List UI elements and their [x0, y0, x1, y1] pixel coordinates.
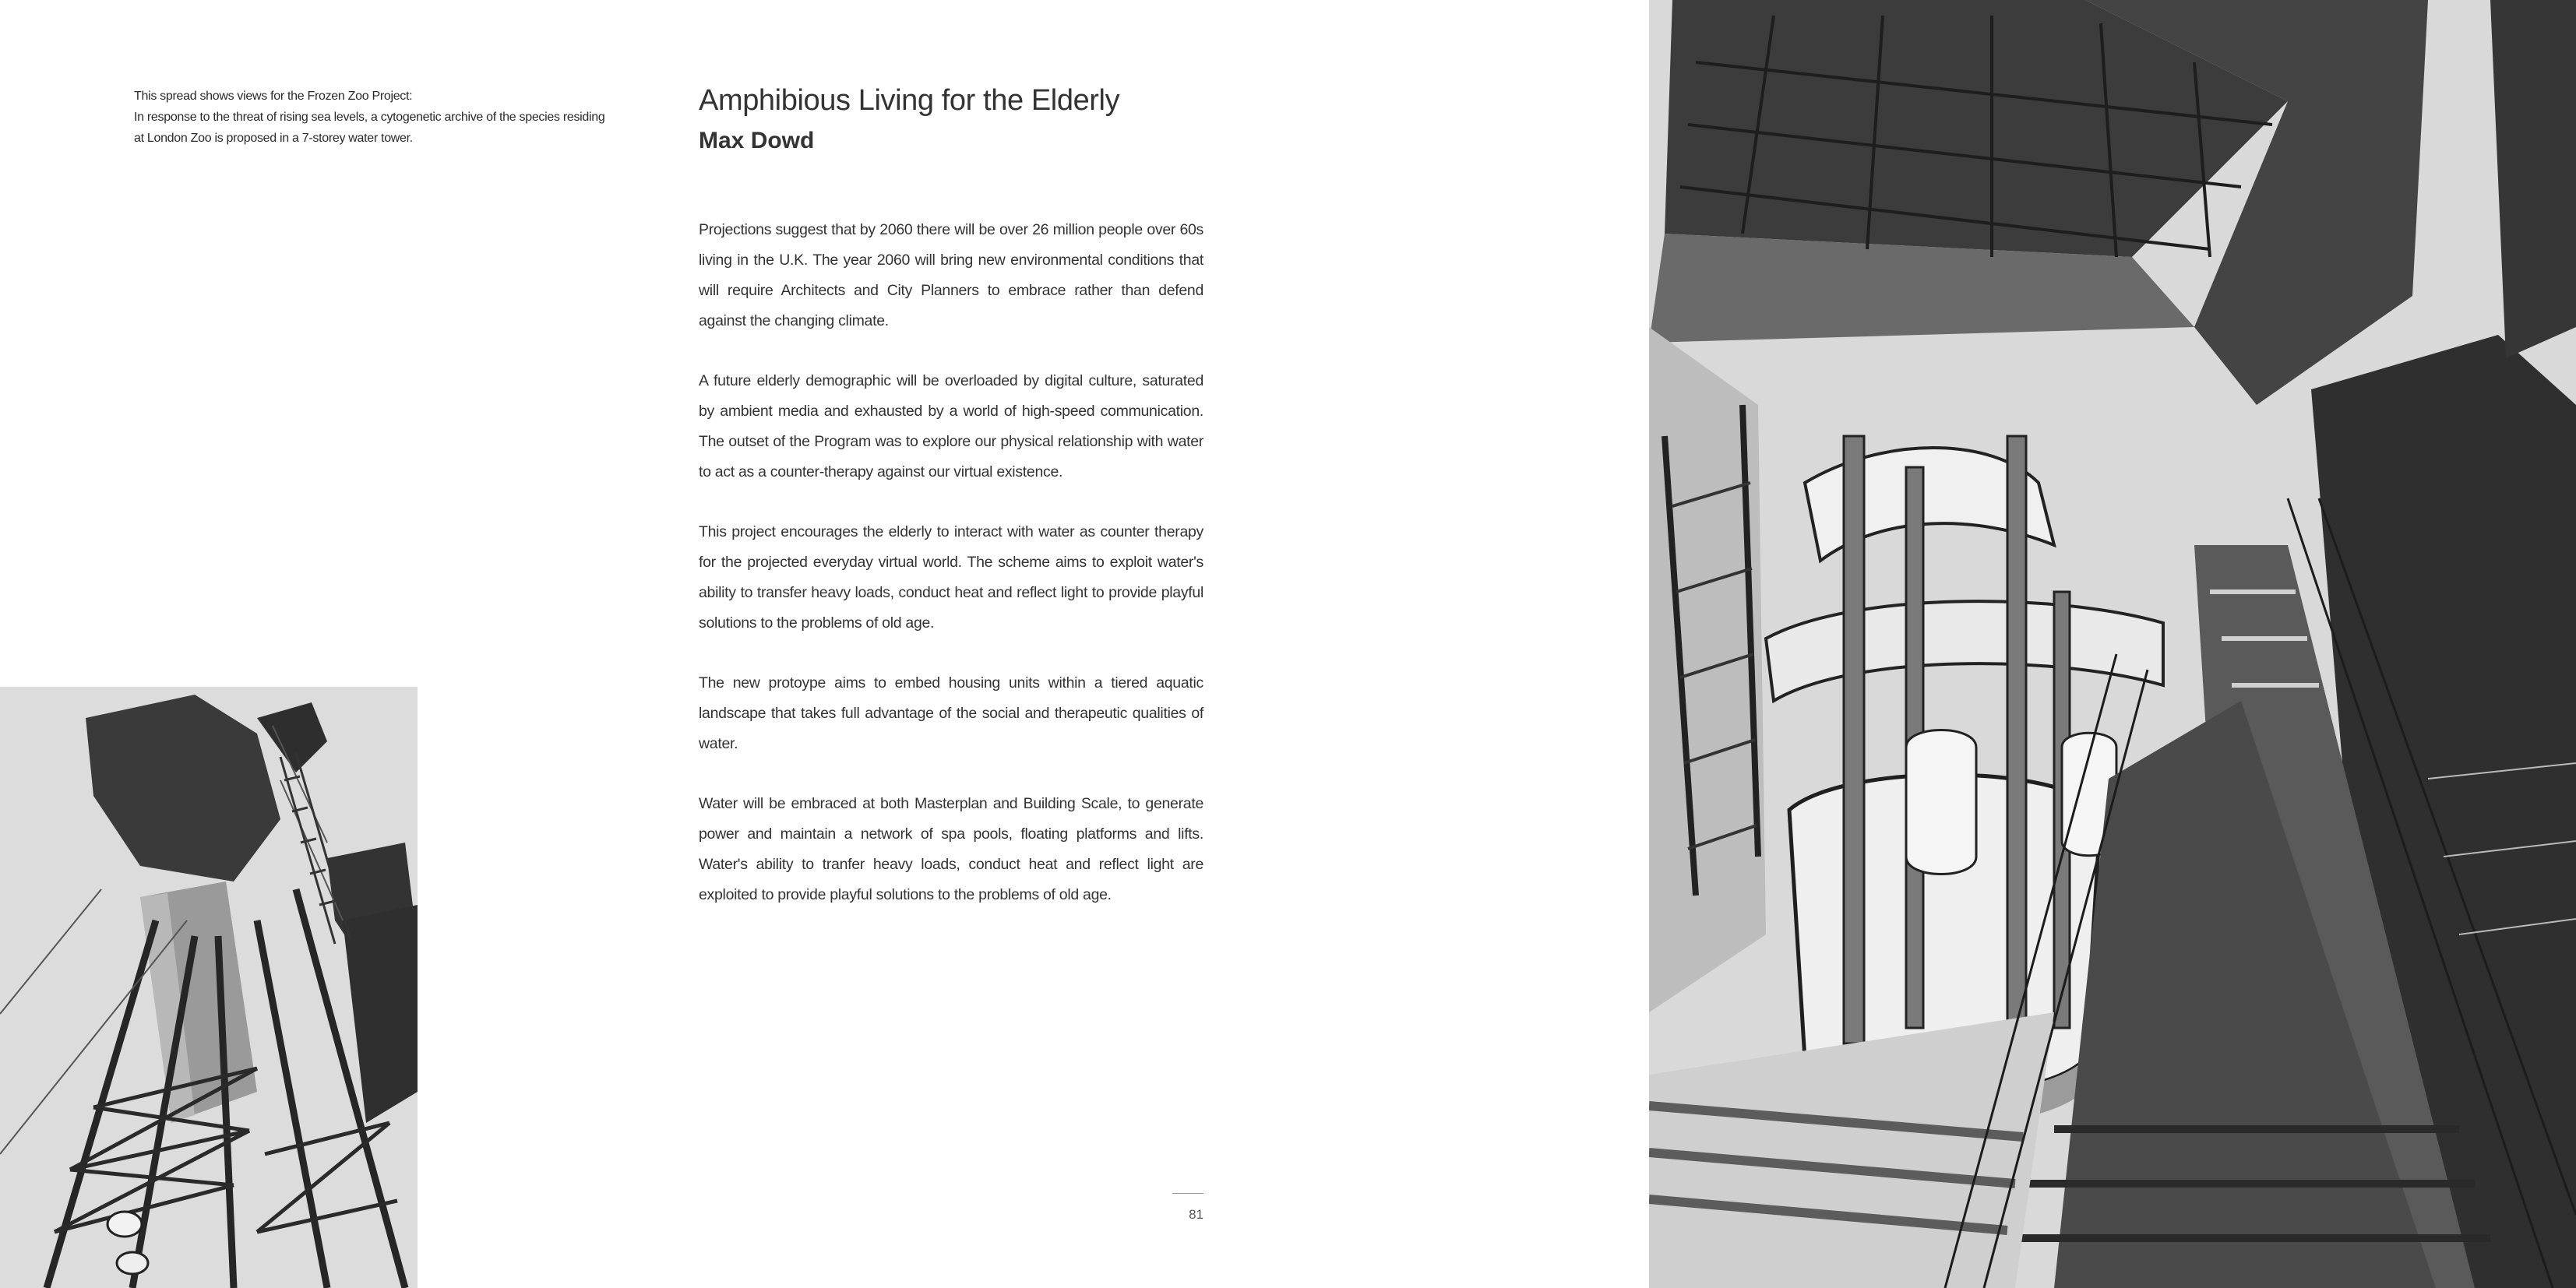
atrium-drawing — [1649, 0, 2576, 1288]
caption-line-2: In response to the threat of rising sea levels, a cytogenetic archive of the species residing — [134, 111, 605, 124]
caption-line-1: This spread shows views for the Frozen Zoo Project: — [134, 90, 413, 103]
atrium-illustration — [1649, 0, 2576, 1288]
paragraph-3: This project encourages the elderly to interact with water as counter therapy for the projected everyday virtual world. The scheme aims to exploit water's ability to transfer heavy loads, conduct heat and reflect light to provide playful solutions to the problems of old age. — [699, 523, 1203, 632]
water-tower-illustration — [0, 687, 418, 1288]
paragraph-1: Projections suggest that by 2060 there will be over 26 million people over 60s living in the U.K. The year 2060 will bring new environmental conditions that will require Architects and City Planners to embrace rather than defend against the changing climate. — [699, 221, 1203, 329]
page-number: 81 — [1189, 1207, 1203, 1222]
water-tower-drawing — [0, 687, 418, 1288]
paragraph-5: Water will be embraced at both Masterplan and Building Scale, to generate power and maintain a network of spa pools, floating platforms and lifts. Water's ability to tranfer heavy loads, conduct heat and reflect light are exploited to provide playful solutions to the problems of old age. — [699, 795, 1203, 903]
caption-line-3: at London Zoo is proposed in a 7-storey water tower. — [134, 132, 413, 145]
article-title: Amphibious Living for the Elderly — [699, 84, 1120, 117]
article-body — [699, 215, 1203, 940]
article-author: Max Dowd — [699, 128, 815, 153]
page-number-rule — [1172, 1193, 1203, 1194]
image-caption — [134, 86, 648, 149]
paragraph-4: The new protoype aims to embed housing units within a tiered aquatic landscape that takes full advantage of the social and therapeutic qualities of water. — [699, 674, 1203, 752]
paragraph-2: A future elderly demographic will be overloaded by digital culture, saturated by ambient media and exhausted by a world of high-speed communication. The outset of the Program was to explore our physical relationship with water to act as a counter-therapy against our virtual existence. — [699, 372, 1203, 480]
